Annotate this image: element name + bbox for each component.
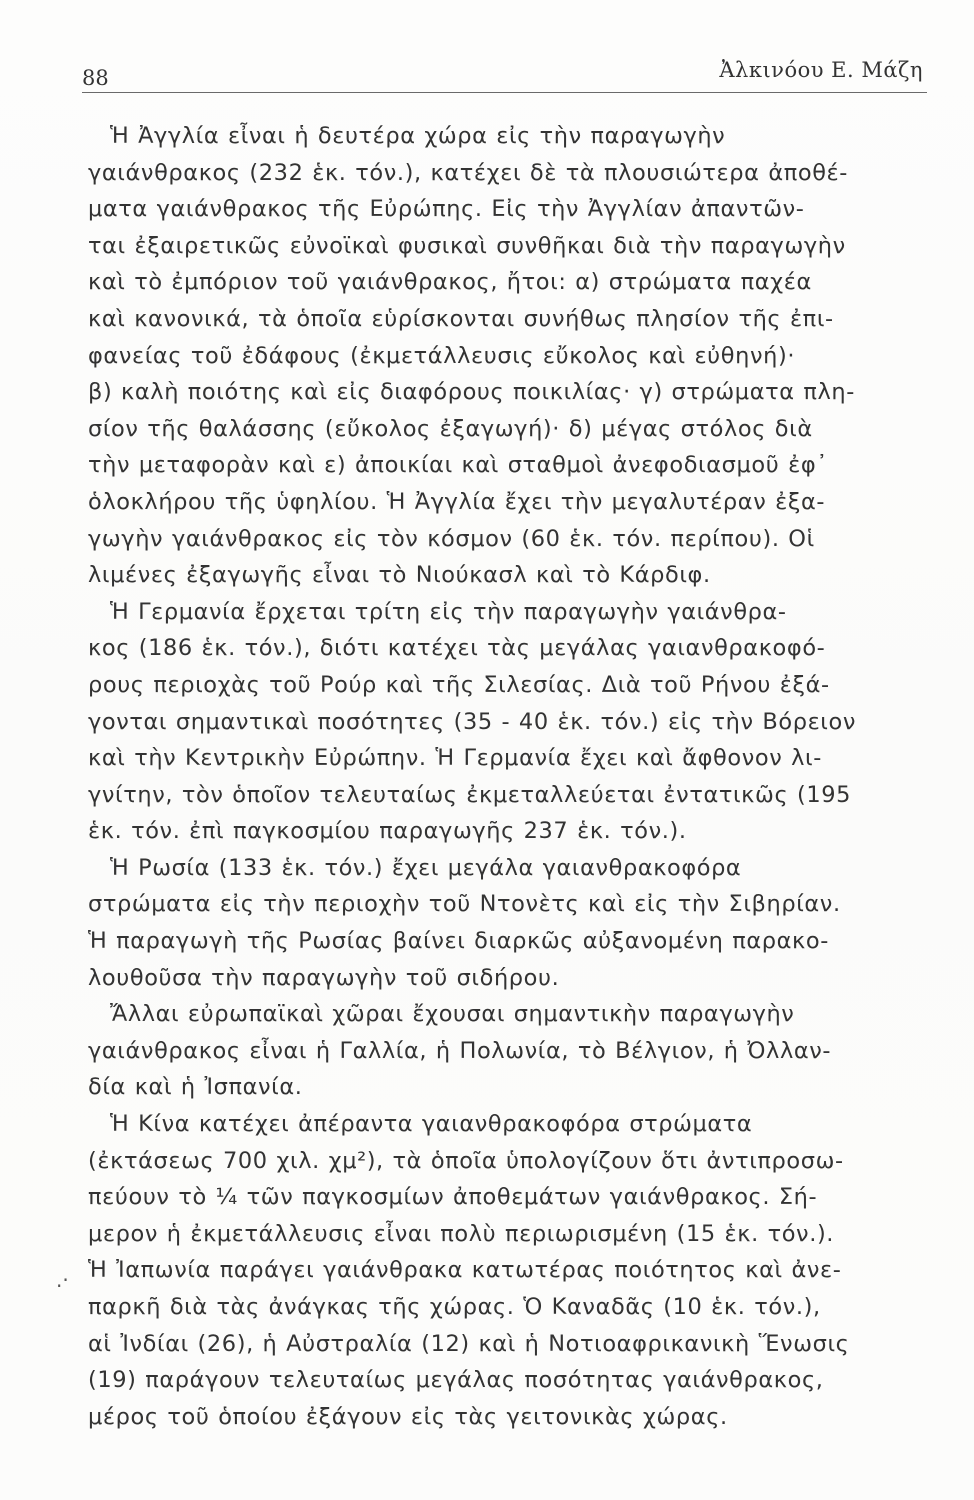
- text-line: (ἐκτάσεως 700 χιλ. χμ²), τὰ ὁποῖα ὑπολογίζουν ὅτι ἀντιπροσω-: [88, 1147, 844, 1174]
- text-line: γνίτην, τὸν ὁποῖον τελευταίως ἐκμεταλλεύεται ἐντατικῶς (195: [88, 781, 852, 808]
- text-line: καὶ τὸ ἐμπόριον τοῦ γαιάνθρακος, ἤτοι: α) στρώματα παχέα: [88, 269, 812, 296]
- text-line: σίον τῆς θαλάσσης (εὔκολος ἐξαγωγή)· δ) μέγας στόλος διὰ: [88, 415, 813, 442]
- text-line: πεύουν τὸ ¼ τῶν παγκοσμίων ἀποθεμάτων γαιάνθρακος. Σή-: [88, 1184, 818, 1211]
- text-line: Ἡ Ρωσία (133 ἑκ. τόν.) ἔχει μεγάλα γαιανθρακοφόρα: [110, 854, 742, 881]
- text-line: (19) παράγουν τελευταίως μεγάλας ποσότητας γαιάνθρακος,: [88, 1367, 824, 1394]
- margin-mark: .·: [56, 1268, 69, 1292]
- text-line: στρώματα εἰς τὴν περιοχὴν τοῦ Ντονὲτς καὶ εἰς τὴν Σιβηρίαν.: [88, 891, 841, 918]
- text-line: Ἄλλαι εὐρωπαϊκαὶ χῶραι ἔχουσαι σημαντικὴν παραγωγὴν: [110, 1001, 795, 1028]
- text-line: καὶ κανονικά, τὰ ὁποῖα εὑρίσκονται συνήθως πλησίον τῆς ἐπι-: [88, 305, 834, 332]
- text-line: ὁλοκλήρου τῆς ὑφηλίου. Ἡ Ἀγγλία ἔχει τὴν μεγαλυτέραν ἐξα-: [88, 488, 826, 515]
- body-text: [88, 118, 948, 1435]
- text-line: β) καλὴ ποιότης καὶ εἰς διαφόρους ποικιλίας· γ) στρώματα πλη-: [88, 379, 855, 406]
- running-title: Ἀλκινόου Ε. Μάζη: [719, 58, 923, 82]
- text-line: λουθοῦσα τὴν παραγωγὴν τοῦ σιδήρου.: [88, 964, 560, 991]
- text-line: κος (186 ἑκ. τόν.), διότι κατέχει τὰς μεγάλας γαιανθρακοφό-: [88, 635, 826, 662]
- text-line: Ἡ παραγωγὴ τῆς Ρωσίας βαίνει διαρκῶς αὐξανομένη παρακο-: [88, 928, 829, 955]
- text-line: παρκῆ διὰ τὰς ἀνάγκας τῆς χώρας. Ὁ Καναδᾶς (10 ἑκ. τόν.),: [88, 1294, 821, 1320]
- text-line: τὴν μεταφορὰν καὶ ε) ἀποικίαι καὶ σταθμοὶ ἀνεφοδιασμοῦ ἐφ᾽: [88, 452, 829, 479]
- text-line: καὶ τὴν Κεντρικὴν Εὐρώπην. Ἡ Γερμανία ἔχει καὶ ἄφθονον λι-: [88, 745, 822, 772]
- text-line: γαιάνθρακος (232 ἑκ. τόν.), κατέχει δὲ τὰ πλουσιώτερα ἀποθέ-: [88, 159, 849, 186]
- text-line: ματα γαιάνθρακος τῆς Εὐρώπης. Εἰς τὴν Ἀγγλίαν ἀπαντῶν-: [88, 196, 805, 223]
- text-line: Ἡ Γερμανία ἔρχεται τρίτη εἰς τὴν παραγωγὴν γαιάνθρα-: [110, 598, 787, 625]
- page-header: [82, 52, 927, 93]
- text-line: γαιάνθρακος εἶναι ἡ Γαλλία, ἡ Πολωνία, τὸ Βέλγιον, ἡ Ὀλλαν-: [88, 1037, 832, 1064]
- text-line: μερον ἡ ἐκμετάλλευσις εἶναι πολὺ περιωρισμένη (15 ἑκ. τόν.).: [88, 1220, 835, 1247]
- text-line: λιμένες ἐξαγωγῆς εἶναι τὸ Νιούκασλ καὶ τὸ Κάρδιφ.: [88, 562, 711, 589]
- text-line: γονται σημαντικαὶ ποσότητες (35 - 40 ἑκ. τόν.) εἰς τὴν Βόρειον: [88, 708, 857, 735]
- text-line: γωγὴν γαιάνθρακος εἰς τὸν κόσμον (60 ἑκ. τόν. περίπου). Οἱ: [88, 525, 815, 552]
- text-line: ἑκ. τόν. ἐπὶ παγκοσμίου παραγωγῆς 237 ἑκ. τόν.).: [88, 818, 687, 845]
- text-line: Ἡ Κίνα κατέχει ἀπέραντα γαιανθρακοφόρα στρώματα: [110, 1111, 753, 1138]
- text-line: Ἡ Ἀγγλία εἶναι ἡ δευτέρα χώρα εἰς τὴν παραγωγὴν: [110, 123, 726, 149]
- text-line: φανείας τοῦ ἐδάφους (ἐκμετάλλευσις εὔκολος καὶ εὐθηνή)·: [88, 342, 796, 369]
- text-line: Ἡ Ἰαπωνία παράγει γαιάνθρακα κατωτέρας ποιότητος καὶ ἀνε-: [88, 1257, 842, 1284]
- text-line: ρους περιοχὰς τοῦ Ρούρ καὶ τῆς Σιλεσίας. Διὰ τοῦ Ρήνου ἐξά-: [88, 671, 830, 698]
- page-number: 88: [82, 66, 109, 90]
- text-line: αἱ Ἰνδίαι (26), ἡ Αὐστραλία (12) καὶ ἡ Νοτιοαφρικανικὴ Ἕνωσις: [88, 1330, 850, 1357]
- text-line: δία καὶ ἡ Ἰσπανία.: [88, 1074, 303, 1101]
- text-line: ται ἐξαιρετικῶς εὐνοϊκαὶ φυσικαὶ συνθῆκαι διὰ τὴν παραγωγὴν: [88, 232, 846, 259]
- text-line: μέρος τοῦ ὁποίου ἐξάγουν εἰς τὰς γειτονικὰς χώρας.: [88, 1403, 728, 1430]
